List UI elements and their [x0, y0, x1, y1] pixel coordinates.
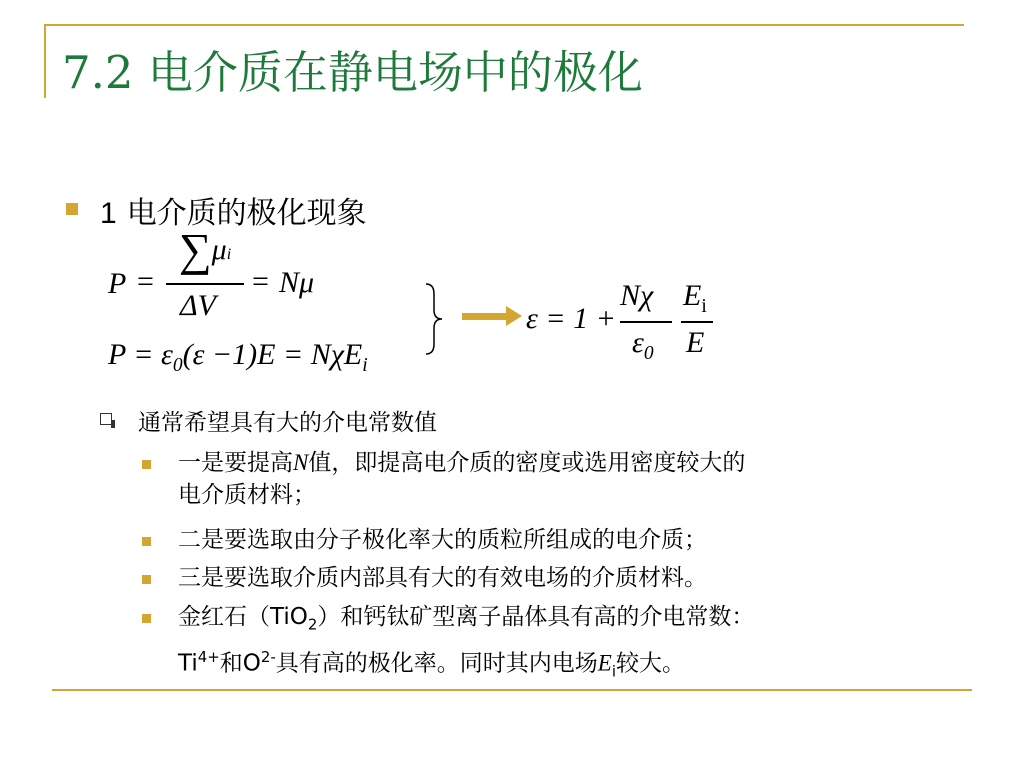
item4-l1-sub: 2 — [307, 615, 318, 634]
item4-l1-post: ）和钙钛矿型离子晶体具有高的介电常数： — [317, 604, 755, 630]
section-heading — [100, 188, 367, 232]
bottom-rule — [52, 689, 972, 691]
f3-frac2-num-sub: i — [701, 296, 707, 317]
hollow-square-bullet-icon — [100, 413, 112, 425]
item-2: 二是要选取由分子极化率大的质粒所组成的电介质； — [178, 527, 707, 553]
f3-frac2-num — [683, 279, 707, 318]
arrow-shaft — [462, 313, 508, 320]
f1-rhs: Nμ — [279, 266, 315, 299]
f3-frac1-den-sub: 0 — [643, 343, 654, 364]
f1-fraction-line — [166, 283, 244, 285]
heading-bullet — [66, 203, 78, 215]
item2-bullet — [142, 537, 151, 546]
f1-eq2: = — [252, 265, 269, 298]
item4-l1-pre: 金红石（TiO — [178, 604, 308, 630]
right-brace — [422, 282, 446, 356]
f2-subi: i — [362, 355, 368, 376]
f1-denominator: ΔV — [180, 289, 216, 322]
f2-part1: P = ε — [108, 338, 173, 371]
item4-bullet — [142, 614, 151, 623]
f1-mu-sub: i — [226, 246, 232, 263]
item1-bullet — [142, 460, 151, 469]
item3-bullet — [142, 575, 151, 584]
f3-lhs: ε = 1 + — [526, 302, 616, 335]
formula-polarization-field — [108, 338, 368, 377]
f3-frac2-num-e: E — [683, 279, 702, 312]
slide-title: 7.2 电介质在静电场中的极化 — [62, 46, 643, 99]
f3-frac2-line — [681, 321, 713, 323]
f3-frac2-den: E — [686, 326, 705, 359]
f1-sigma: ∑ — [178, 224, 212, 275]
item1-post: 值，即提高电介质的密度或选用密度较大的 — [308, 450, 746, 476]
item1-pre: 一是要提高 — [178, 450, 293, 476]
f1-lhs: P — [108, 267, 127, 300]
item4-var-sub: i — [611, 661, 616, 680]
f3-frac1-den — [632, 326, 654, 365]
heading-text: 电介质的极化现象 — [126, 196, 367, 231]
item-1 — [178, 447, 958, 511]
f2-sub0: 0 — [172, 355, 183, 376]
item4-mid: 具有高的极化率。同时其内电场 — [275, 650, 598, 677]
f3-frac1-num: Nχ — [620, 279, 654, 312]
top-rule — [44, 24, 964, 26]
item4-var: E — [597, 650, 612, 676]
item1-var: N — [293, 450, 309, 475]
f3-frac1-den-eps: ε — [632, 326, 644, 359]
item-3: 三是要选取介质内部具有大的有效电场的介质材料。 — [178, 565, 707, 591]
heading-number: 1 — [100, 197, 117, 230]
item-4 — [178, 601, 958, 687]
f3-frac1-line — [620, 321, 672, 323]
f1-numerator — [168, 224, 242, 275]
item1-line2: 电介质材料； — [178, 482, 316, 508]
item4-ti: Ti — [178, 650, 198, 677]
left-rule — [44, 24, 46, 98]
f1-eq1: = — [137, 265, 154, 298]
subheading: 通常希望具有大的介电常数值 — [138, 410, 437, 436]
item4-o-sup: 2- — [260, 647, 276, 666]
f1-mu: μ — [211, 233, 227, 266]
item4-ti-sup: 4+ — [197, 647, 220, 666]
item4-end: 较大。 — [616, 650, 685, 677]
arrow-right-icon — [506, 306, 522, 326]
f2-part2: (ε −1)E = NχE — [182, 338, 363, 371]
item4-o: 和O — [219, 650, 261, 677]
